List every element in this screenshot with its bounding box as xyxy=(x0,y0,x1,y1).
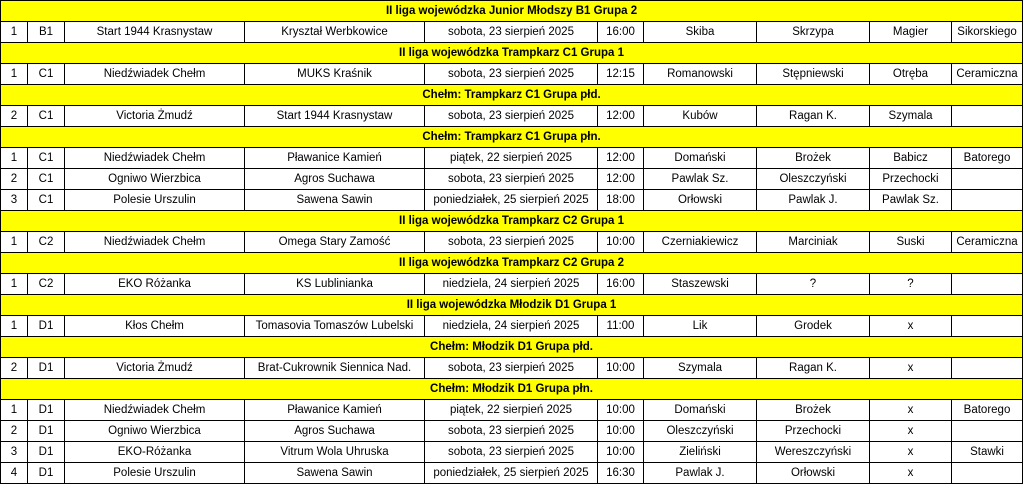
section-title: II liga wojewódzka Trampkarz C1 Grupa 1 xyxy=(1,43,1023,64)
assistant-referee-1: Brożek xyxy=(757,148,870,169)
away-team: MUKS Kraśnik xyxy=(245,64,425,85)
match-number: 1 xyxy=(1,64,28,85)
home-team: Niedźwiadek Chełm xyxy=(65,232,245,253)
referee: Orłowski xyxy=(644,190,757,211)
section-title: Chełm: Trampkarz C1 Grupa płd. xyxy=(1,85,1023,106)
away-team: Omega Stary Zamość xyxy=(245,232,425,253)
away-team: Brat-Cukrownik Siennica Nad. xyxy=(245,358,425,379)
category: D1 xyxy=(28,316,65,337)
venue xyxy=(952,358,1023,379)
section-header-row xyxy=(1,253,1023,274)
home-team: Ogniwo Wierzbica xyxy=(65,421,245,442)
assistant-referee-1: Skrzypa xyxy=(757,22,870,43)
match-number: 2 xyxy=(1,106,28,127)
assistant-referee-2: Babicz xyxy=(870,148,952,169)
section-header-row xyxy=(1,127,1023,148)
category: C1 xyxy=(28,169,65,190)
match-row xyxy=(1,106,1023,127)
match-row xyxy=(1,421,1023,442)
match-number: 1 xyxy=(1,22,28,43)
home-team: EKO-Różanka xyxy=(65,442,245,463)
assistant-referee-1: Stępniewski xyxy=(757,64,870,85)
match-row xyxy=(1,400,1023,421)
kickoff-time: 10:00 xyxy=(598,358,644,379)
home-team: EKO Różanka xyxy=(65,274,245,295)
referee: Lik xyxy=(644,316,757,337)
referee: Kubów xyxy=(644,106,757,127)
referee: Zieliński xyxy=(644,442,757,463)
assistant-referee-2: Magier xyxy=(870,22,952,43)
assistant-referee-2: Szymala xyxy=(870,106,952,127)
away-team: Sawena Sawin xyxy=(245,190,425,211)
match-date: piątek, 22 sierpień 2025 xyxy=(425,148,598,169)
match-number: 1 xyxy=(1,400,28,421)
section-title: Chełm: Trampkarz C1 Grupa płn. xyxy=(1,127,1023,148)
match-number: 3 xyxy=(1,442,28,463)
venue: Stawki xyxy=(952,442,1023,463)
match-number: 1 xyxy=(1,274,28,295)
away-team: Pławanice Kamień xyxy=(245,400,425,421)
assistant-referee-1: Orłowski xyxy=(757,463,870,484)
away-team: Agros Suchawa xyxy=(245,421,425,442)
away-team: Pławanice Kamień xyxy=(245,148,425,169)
assistant-referee-1: Przechocki xyxy=(757,421,870,442)
section-title: Chełm: Młodzik D1 Grupa płd. xyxy=(1,337,1023,358)
match-row xyxy=(1,148,1023,169)
home-team: Ogniwo Wierzbica xyxy=(65,169,245,190)
match-date: niedziela, 24 sierpień 2025 xyxy=(425,274,598,295)
match-date: sobota, 23 sierpień 2025 xyxy=(425,232,598,253)
referee: Staszewski xyxy=(644,274,757,295)
assistant-referee-1: Brożek xyxy=(757,400,870,421)
assistant-referee-2: ? xyxy=(870,274,952,295)
assistant-referee-1: Ragan K. xyxy=(757,358,870,379)
schedule-body xyxy=(1,1,1023,484)
away-team: Kryształ Werbkowice xyxy=(245,22,425,43)
section-header-row xyxy=(1,337,1023,358)
match-number: 1 xyxy=(1,232,28,253)
match-number: 2 xyxy=(1,421,28,442)
venue xyxy=(952,106,1023,127)
assistant-referee-2: x xyxy=(870,442,952,463)
match-date: sobota, 23 sierpień 2025 xyxy=(425,421,598,442)
category: D1 xyxy=(28,400,65,421)
assistant-referee-2: x xyxy=(870,463,952,484)
kickoff-time: 10:00 xyxy=(598,232,644,253)
match-date: sobota, 23 sierpień 2025 xyxy=(425,22,598,43)
away-team: Agros Suchawa xyxy=(245,169,425,190)
kickoff-time: 12:00 xyxy=(598,106,644,127)
match-date: sobota, 23 sierpień 2025 xyxy=(425,169,598,190)
match-number: 2 xyxy=(1,169,28,190)
category: D1 xyxy=(28,463,65,484)
away-team: Vitrum Wola Uhruska xyxy=(245,442,425,463)
kickoff-time: 12:15 xyxy=(598,64,644,85)
match-date: sobota, 23 sierpień 2025 xyxy=(425,64,598,85)
match-row xyxy=(1,316,1023,337)
referee: Domański xyxy=(644,400,757,421)
kickoff-time: 16:00 xyxy=(598,22,644,43)
venue: Ceramiczna xyxy=(952,64,1023,85)
venue xyxy=(952,463,1023,484)
referee: Skiba xyxy=(644,22,757,43)
match-row xyxy=(1,463,1023,484)
section-header-row xyxy=(1,43,1023,64)
match-date: niedziela, 24 sierpień 2025 xyxy=(425,316,598,337)
category: C2 xyxy=(28,232,65,253)
assistant-referee-2: Pawlak Sz. xyxy=(870,190,952,211)
kickoff-time: 11:00 xyxy=(598,316,644,337)
referee: Oleszczyński xyxy=(644,421,757,442)
away-team: KS Lublinianka xyxy=(245,274,425,295)
assistant-referee-2: x xyxy=(870,358,952,379)
section-header-row xyxy=(1,295,1023,316)
assistant-referee-1: Marciniak xyxy=(757,232,870,253)
match-row xyxy=(1,274,1023,295)
match-row xyxy=(1,358,1023,379)
home-team: Niedźwiadek Chełm xyxy=(65,400,245,421)
referee: Domański xyxy=(644,148,757,169)
assistant-referee-1: ? xyxy=(757,274,870,295)
category: C1 xyxy=(28,190,65,211)
assistant-referee-2: x xyxy=(870,421,952,442)
home-team: Victoria Żmudź xyxy=(65,106,245,127)
match-date: poniedziałek, 25 sierpień 2025 xyxy=(425,463,598,484)
assistant-referee-1: Wereszczyński xyxy=(757,442,870,463)
section-title: II liga wojewódzka Trampkarz C2 Grupa 2 xyxy=(1,253,1023,274)
home-team: Niedźwiadek Chełm xyxy=(65,64,245,85)
referee: Romanowski xyxy=(644,64,757,85)
assistant-referee-2: Suski xyxy=(870,232,952,253)
category: D1 xyxy=(28,358,65,379)
category: C1 xyxy=(28,64,65,85)
referee: Szymala xyxy=(644,358,757,379)
match-date: piątek, 22 sierpień 2025 xyxy=(425,400,598,421)
away-team: Start 1944 Krasnystaw xyxy=(245,106,425,127)
match-date: poniedziałek, 25 sierpień 2025 xyxy=(425,190,598,211)
assistant-referee-2: x xyxy=(870,400,952,421)
home-team: Kłos Chełm xyxy=(65,316,245,337)
assistant-referee-1: Oleszczyński xyxy=(757,169,870,190)
kickoff-time: 10:00 xyxy=(598,400,644,421)
assistant-referee-1: Pawlak J. xyxy=(757,190,870,211)
away-team: Tomasovia Tomaszów Lubelski xyxy=(245,316,425,337)
venue: Sikorskiego xyxy=(952,22,1023,43)
home-team: Victoria Żmudź xyxy=(65,358,245,379)
home-team: Polesie Urszulin xyxy=(65,190,245,211)
venue xyxy=(952,421,1023,442)
section-header-row xyxy=(1,1,1023,22)
category: B1 xyxy=(28,22,65,43)
assistant-referee-2: Otręba xyxy=(870,64,952,85)
referee: Pawlak J. xyxy=(644,463,757,484)
category: D1 xyxy=(28,421,65,442)
kickoff-time: 12:00 xyxy=(598,169,644,190)
referee: Pawlak Sz. xyxy=(644,169,757,190)
section-title: II liga wojewódzka Junior Młodszy B1 Grupa 2 xyxy=(1,1,1023,22)
assistant-referee-1: Ragan K. xyxy=(757,106,870,127)
match-number: 1 xyxy=(1,148,28,169)
kickoff-time: 16:30 xyxy=(598,463,644,484)
match-row xyxy=(1,169,1023,190)
assistant-referee-2: Przechocki xyxy=(870,169,952,190)
venue xyxy=(952,169,1023,190)
section-title: II liga wojewódzka Młodzik D1 Grupa 1 xyxy=(1,295,1023,316)
match-number: 2 xyxy=(1,358,28,379)
section-header-row xyxy=(1,379,1023,400)
assistant-referee-2: x xyxy=(870,316,952,337)
kickoff-time: 12:00 xyxy=(598,148,644,169)
category: C2 xyxy=(28,274,65,295)
venue: Batorego xyxy=(952,400,1023,421)
section-header-row xyxy=(1,211,1023,232)
match-date: sobota, 23 sierpień 2025 xyxy=(425,106,598,127)
match-date: sobota, 23 sierpień 2025 xyxy=(425,442,598,463)
match-row xyxy=(1,442,1023,463)
venue xyxy=(952,190,1023,211)
match-row xyxy=(1,64,1023,85)
match-number: 1 xyxy=(1,316,28,337)
kickoff-time: 10:00 xyxy=(598,421,644,442)
match-row xyxy=(1,22,1023,43)
kickoff-time: 18:00 xyxy=(598,190,644,211)
venue: Batorego xyxy=(952,148,1023,169)
kickoff-time: 10:00 xyxy=(598,442,644,463)
home-team: Niedźwiadek Chełm xyxy=(65,148,245,169)
venue: Ceramiczna xyxy=(952,232,1023,253)
section-header-row xyxy=(1,85,1023,106)
kickoff-time: 16:00 xyxy=(598,274,644,295)
assistant-referee-1: Grodek xyxy=(757,316,870,337)
category: D1 xyxy=(28,442,65,463)
away-team: Sawena Sawin xyxy=(245,463,425,484)
match-date: sobota, 23 sierpień 2025 xyxy=(425,358,598,379)
referee: Czerniakiewicz xyxy=(644,232,757,253)
category: C1 xyxy=(28,148,65,169)
match-number: 3 xyxy=(1,190,28,211)
section-title: Chełm: Młodzik D1 Grupa płn. xyxy=(1,379,1023,400)
venue xyxy=(952,274,1023,295)
section-title: II liga wojewódzka Trampkarz C2 Grupa 1 xyxy=(1,211,1023,232)
home-team: Polesie Urszulin xyxy=(65,463,245,484)
match-row xyxy=(1,232,1023,253)
category: C1 xyxy=(28,106,65,127)
match-number: 4 xyxy=(1,463,28,484)
home-team: Start 1944 Krasnystaw xyxy=(65,22,245,43)
venue xyxy=(952,316,1023,337)
match-row xyxy=(1,190,1023,211)
